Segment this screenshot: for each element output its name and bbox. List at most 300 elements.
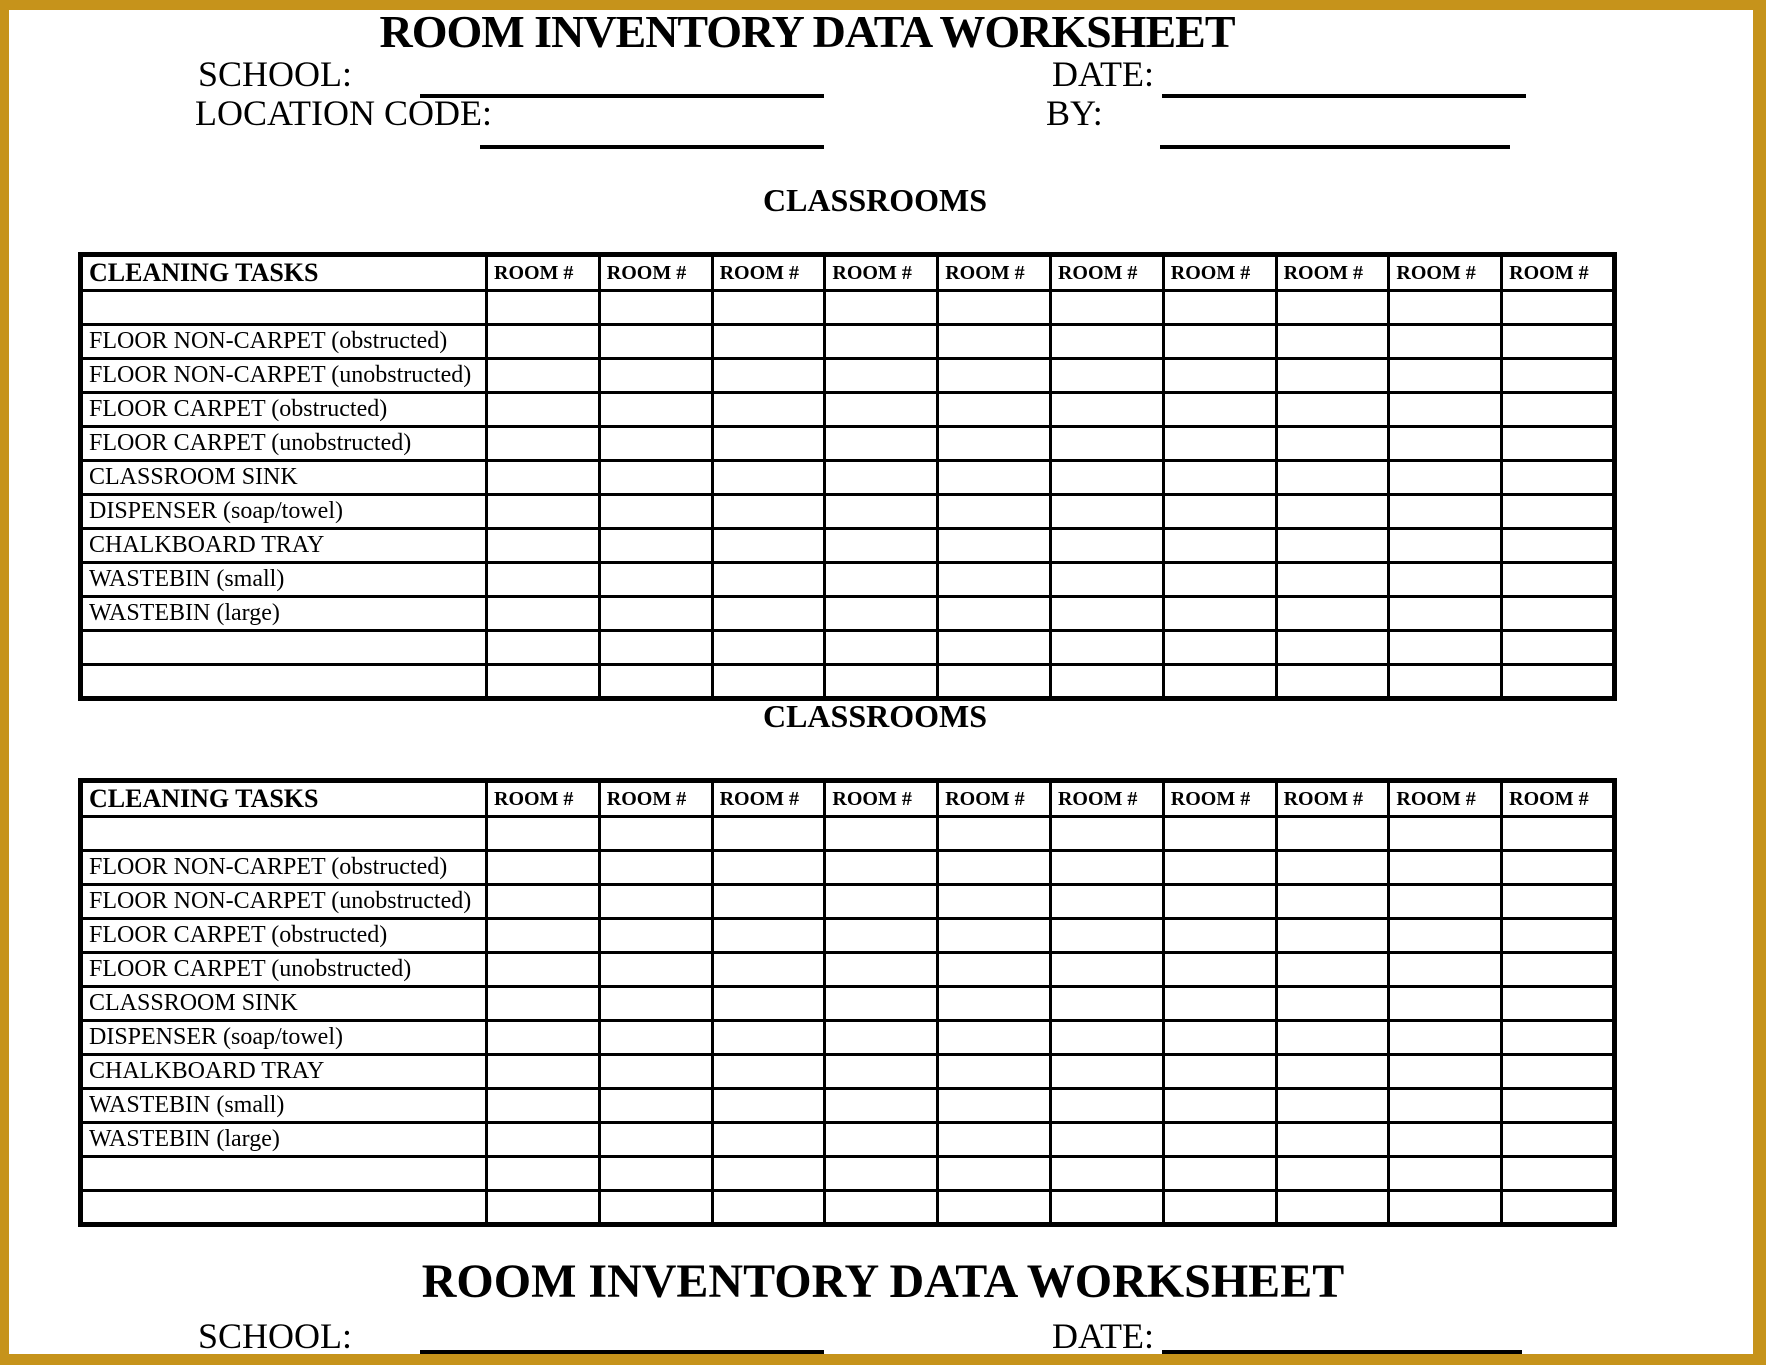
room-entry-cell (712, 1191, 825, 1225)
room-entry-cell (1050, 631, 1163, 665)
room-entry-cell (1389, 919, 1502, 953)
room-entry-cell (712, 665, 825, 699)
task-label-cell: CHALKBOARD TRAY (81, 529, 487, 563)
room-entry-cell (712, 529, 825, 563)
room-number-header: ROOM # (487, 781, 600, 817)
room-number-header: ROOM # (599, 781, 712, 817)
room-number-header: ROOM # (599, 255, 712, 291)
task-label-cell: FLOOR NON-CARPET (unobstructed) (81, 359, 487, 393)
room-entry-cell (1276, 529, 1389, 563)
room-entry-cell (1050, 1055, 1163, 1089)
room-entry-cell (1502, 817, 1615, 851)
room-entry-cell (825, 885, 938, 919)
room-entry-cell (599, 919, 712, 953)
room-entry-cell (599, 291, 712, 325)
room-number-header: ROOM # (1163, 255, 1276, 291)
room-entry-cell (1163, 631, 1276, 665)
room-entry-cell (825, 987, 938, 1021)
cleaning-tasks-header: CLEANING TASKS (81, 781, 487, 817)
room-entry-cell (938, 631, 1051, 665)
room-entry-cell (599, 885, 712, 919)
task-label-cell: DISPENSER (soap/towel) (81, 1021, 487, 1055)
empty-task-cell (81, 291, 487, 325)
room-entry-cell (1163, 1055, 1276, 1089)
room-entry-cell (938, 987, 1051, 1021)
room-entry-cell (599, 427, 712, 461)
room-entry-cell (599, 953, 712, 987)
room-entry-cell (712, 563, 825, 597)
room-entry-cell (1502, 461, 1615, 495)
room-entry-cell (599, 1089, 712, 1123)
room-entry-cell (487, 1157, 600, 1191)
room-entry-cell (1163, 529, 1276, 563)
room-entry-cell (1502, 291, 1615, 325)
room-entry-cell (1163, 987, 1276, 1021)
room-entry-cell (938, 291, 1051, 325)
room-entry-cell (1389, 885, 1502, 919)
room-entry-cell (1389, 291, 1502, 325)
room-entry-cell (825, 631, 938, 665)
room-entry-cell (825, 1191, 938, 1225)
room-entry-cell (1276, 665, 1389, 699)
room-entry-cell (1389, 1089, 1502, 1123)
table-header-row (81, 781, 1615, 817)
room-entry-cell (938, 851, 1051, 885)
room-entry-cell (1050, 1089, 1163, 1123)
task-label-cell: CLASSROOM SINK (81, 987, 487, 1021)
room-entry-cell (1389, 987, 1502, 1021)
room-entry-cell (712, 495, 825, 529)
room-entry-cell (1389, 495, 1502, 529)
room-entry-cell (938, 563, 1051, 597)
room-entry-cell (825, 291, 938, 325)
room-entry-cell (487, 631, 600, 665)
room-entry-cell (1163, 851, 1276, 885)
by-fill-line (1160, 145, 1510, 149)
room-entry-cell (712, 325, 825, 359)
room-entry-cell (938, 1055, 1051, 1089)
room-entry-cell (1502, 1191, 1615, 1225)
document-title-top: ROOM INVENTORY DATA WORKSHEET (379, 6, 1235, 57)
room-entry-cell (712, 1123, 825, 1157)
room-entry-cell (487, 851, 600, 885)
room-entry-cell (712, 885, 825, 919)
room-entry-cell (1502, 885, 1615, 919)
room-entry-cell (938, 359, 1051, 393)
room-entry-cell (487, 1191, 600, 1225)
room-entry-cell (1389, 393, 1502, 427)
room-entry-cell (712, 1021, 825, 1055)
room-entry-cell (938, 461, 1051, 495)
room-entry-cell (599, 631, 712, 665)
room-number-header: ROOM # (712, 255, 825, 291)
room-entry-cell (938, 817, 1051, 851)
table-row (81, 1123, 1615, 1157)
room-entry-cell (1163, 817, 1276, 851)
room-entry-cell (1050, 359, 1163, 393)
room-entry-cell (938, 325, 1051, 359)
school-fill-line-bottom (420, 1350, 824, 1354)
task-label-cell: FLOOR NON-CARPET (obstructed) (81, 851, 487, 885)
table-row (81, 359, 1615, 393)
room-entry-cell (712, 597, 825, 631)
table-row (81, 919, 1615, 953)
room-entry-cell (938, 953, 1051, 987)
room-entry-cell (599, 1157, 712, 1191)
table-row (81, 597, 1615, 631)
room-entry-cell (825, 851, 938, 885)
room-entry-cell (599, 1055, 712, 1089)
room-entry-cell (1276, 291, 1389, 325)
room-entry-cell (938, 1157, 1051, 1191)
room-entry-cell (1389, 359, 1502, 393)
room-entry-cell (1276, 1089, 1389, 1123)
room-entry-cell (1389, 563, 1502, 597)
room-entry-cell (599, 851, 712, 885)
room-entry-cell (599, 987, 712, 1021)
room-entry-cell (1502, 359, 1615, 393)
room-entry-cell (938, 427, 1051, 461)
room-entry-cell (1163, 597, 1276, 631)
task-label-cell: FLOOR NON-CARPET (unobstructed) (81, 885, 487, 919)
room-entry-cell (1050, 885, 1163, 919)
room-entry-cell (1050, 427, 1163, 461)
room-entry-cell (938, 1089, 1051, 1123)
room-entry-cell (1050, 529, 1163, 563)
room-entry-cell (1502, 563, 1615, 597)
task-label-cell: FLOOR NON-CARPET (obstructed) (81, 325, 487, 359)
room-entry-cell (825, 1157, 938, 1191)
room-entry-cell (1502, 665, 1615, 699)
room-entry-cell (599, 359, 712, 393)
room-entry-cell (487, 919, 600, 953)
date-label: DATE: (1052, 54, 1154, 94)
room-entry-cell (825, 1021, 938, 1055)
room-entry-cell (1050, 665, 1163, 699)
room-number-header: ROOM # (938, 255, 1051, 291)
room-number-header: ROOM # (825, 781, 938, 817)
empty-task-cell (81, 817, 487, 851)
room-entry-cell (938, 1191, 1051, 1225)
table-row (81, 1021, 1615, 1055)
room-entry-cell (825, 325, 938, 359)
task-label-cell: DISPENSER (soap/towel) (81, 495, 487, 529)
room-entry-cell (1163, 1123, 1276, 1157)
task-label-cell: WASTEBIN (large) (81, 1123, 487, 1157)
room-entry-cell (599, 817, 712, 851)
room-entry-cell (487, 597, 600, 631)
room-entry-cell (1276, 817, 1389, 851)
empty-task-cell (81, 1157, 487, 1191)
room-entry-cell (487, 291, 600, 325)
room-number-header: ROOM # (938, 781, 1051, 817)
task-label-cell: CLASSROOM SINK (81, 461, 487, 495)
table-row (81, 631, 1615, 665)
classrooms-table-1 (78, 252, 1617, 701)
location-code-fill-line (480, 145, 824, 149)
room-entry-cell (938, 495, 1051, 529)
document-title-bottom: ROOM INVENTORY DATA WORKSHEET (421, 1255, 1345, 1308)
room-number-header: ROOM # (1050, 781, 1163, 817)
room-entry-cell (1163, 1021, 1276, 1055)
room-entry-cell (1163, 461, 1276, 495)
room-entry-cell (1389, 1157, 1502, 1191)
room-number-header: ROOM # (712, 781, 825, 817)
room-entry-cell (1050, 987, 1163, 1021)
room-entry-cell (712, 1055, 825, 1089)
room-entry-cell (1502, 953, 1615, 987)
room-entry-cell (1163, 665, 1276, 699)
room-entry-cell (1050, 325, 1163, 359)
room-entry-cell (599, 1191, 712, 1225)
room-entry-cell (1502, 1157, 1615, 1191)
room-entry-cell (1389, 631, 1502, 665)
room-entry-cell (825, 1055, 938, 1089)
room-entry-cell (1050, 495, 1163, 529)
room-entry-cell (825, 427, 938, 461)
room-entry-cell (1163, 885, 1276, 919)
room-entry-cell (487, 1089, 600, 1123)
room-entry-cell (1163, 291, 1276, 325)
room-entry-cell (712, 953, 825, 987)
room-entry-cell (825, 953, 938, 987)
room-number-header: ROOM # (1502, 781, 1615, 817)
room-entry-cell (1050, 597, 1163, 631)
room-entry-cell (1502, 631, 1615, 665)
table-row (81, 291, 1615, 325)
room-entry-cell (1050, 1157, 1163, 1191)
room-entry-cell (712, 631, 825, 665)
room-entry-cell (712, 919, 825, 953)
room-number-header: ROOM # (1050, 255, 1163, 291)
room-entry-cell (599, 529, 712, 563)
room-entry-cell (1276, 427, 1389, 461)
room-entry-cell (1276, 461, 1389, 495)
task-label-cell: CHALKBOARD TRAY (81, 1055, 487, 1089)
room-entry-cell (1276, 1191, 1389, 1225)
room-entry-cell (1050, 851, 1163, 885)
room-entry-cell (1050, 1191, 1163, 1225)
room-entry-cell (1276, 563, 1389, 597)
room-entry-cell (1502, 597, 1615, 631)
room-entry-cell (1502, 1055, 1615, 1089)
table-row (81, 495, 1615, 529)
empty-task-cell (81, 665, 487, 699)
room-entry-cell (599, 665, 712, 699)
table-row (81, 987, 1615, 1021)
task-label-cell: WASTEBIN (small) (81, 1089, 487, 1123)
room-entry-cell (825, 495, 938, 529)
room-entry-cell (1276, 885, 1389, 919)
room-entry-cell (487, 817, 600, 851)
table-header-row (81, 255, 1615, 291)
table-row (81, 563, 1615, 597)
room-entry-cell (825, 1123, 938, 1157)
table-row (81, 885, 1615, 919)
room-entry-cell (1502, 1021, 1615, 1055)
room-entry-cell (487, 495, 600, 529)
room-entry-cell (938, 665, 1051, 699)
room-entry-cell (599, 461, 712, 495)
room-number-header: ROOM # (487, 255, 600, 291)
room-entry-cell (938, 529, 1051, 563)
room-entry-cell (487, 529, 600, 563)
room-entry-cell (712, 393, 825, 427)
room-entry-cell (487, 1055, 600, 1089)
room-entry-cell (1276, 919, 1389, 953)
room-entry-cell (487, 665, 600, 699)
room-entry-cell (599, 393, 712, 427)
room-entry-cell (938, 919, 1051, 953)
room-entry-cell (712, 817, 825, 851)
room-entry-cell (712, 1089, 825, 1123)
table-row (81, 953, 1615, 987)
room-entry-cell (1389, 665, 1502, 699)
room-entry-cell (1276, 325, 1389, 359)
table-row (81, 817, 1615, 851)
location-code-label: LOCATION CODE: (195, 93, 492, 133)
room-entry-cell (1276, 851, 1389, 885)
room-entry-cell (1163, 919, 1276, 953)
room-entry-cell (487, 1123, 600, 1157)
room-entry-cell (1050, 393, 1163, 427)
room-entry-cell (1502, 919, 1615, 953)
room-entry-cell (1389, 1123, 1502, 1157)
room-entry-cell (1502, 495, 1615, 529)
room-entry-cell (1276, 987, 1389, 1021)
section-heading-classrooms-2: CLASSROOMS (762, 698, 988, 734)
room-entry-cell (1050, 1123, 1163, 1157)
date-fill-line-bottom (1162, 1350, 1522, 1354)
table-row (81, 461, 1615, 495)
room-entry-cell (1163, 1157, 1276, 1191)
task-label-cell: WASTEBIN (small) (81, 563, 487, 597)
room-entry-cell (1276, 597, 1389, 631)
room-entry-cell (825, 919, 938, 953)
room-entry-cell (712, 1157, 825, 1191)
room-number-header: ROOM # (1389, 781, 1502, 817)
table-row (81, 1157, 1615, 1191)
room-entry-cell (599, 495, 712, 529)
room-entry-cell (938, 1123, 1051, 1157)
room-entry-cell (487, 461, 600, 495)
room-entry-cell (1050, 953, 1163, 987)
table-row (81, 427, 1615, 461)
by-label: BY: (1046, 93, 1103, 133)
room-entry-cell (1389, 325, 1502, 359)
room-number-header: ROOM # (1276, 255, 1389, 291)
empty-task-cell (81, 1191, 487, 1225)
room-entry-cell (1050, 291, 1163, 325)
room-entry-cell (1163, 495, 1276, 529)
room-entry-cell (1502, 1123, 1615, 1157)
table-row (81, 325, 1615, 359)
room-entry-cell (1050, 461, 1163, 495)
table-row (81, 1089, 1615, 1123)
room-entry-cell (1389, 1055, 1502, 1089)
room-entry-cell (599, 325, 712, 359)
room-entry-cell (825, 461, 938, 495)
room-number-header: ROOM # (825, 255, 938, 291)
room-number-header: ROOM # (1502, 255, 1615, 291)
room-entry-cell (1276, 1123, 1389, 1157)
room-entry-cell (599, 563, 712, 597)
room-entry-cell (1276, 359, 1389, 393)
room-entry-cell (825, 359, 938, 393)
room-entry-cell (825, 817, 938, 851)
room-entry-cell (1163, 563, 1276, 597)
room-entry-cell (1389, 1191, 1502, 1225)
room-entry-cell (712, 851, 825, 885)
room-entry-cell (487, 953, 600, 987)
room-entry-cell (825, 529, 938, 563)
room-entry-cell (1050, 919, 1163, 953)
room-entry-cell (712, 461, 825, 495)
room-entry-cell (1389, 529, 1502, 563)
room-entry-cell (599, 1123, 712, 1157)
room-entry-cell (825, 597, 938, 631)
table-row (81, 851, 1615, 885)
table-row (81, 1055, 1615, 1089)
room-entry-cell (938, 885, 1051, 919)
classrooms-table-2 (78, 778, 1617, 1227)
school-label: SCHOOL: (198, 54, 353, 94)
room-entry-cell (1502, 1089, 1615, 1123)
room-entry-cell (1050, 563, 1163, 597)
room-entry-cell (1502, 987, 1615, 1021)
cleaning-tasks-header: CLEANING TASKS (81, 255, 487, 291)
table-row (81, 665, 1615, 699)
room-entry-cell (487, 325, 600, 359)
room-entry-cell (1502, 851, 1615, 885)
room-entry-cell (1276, 631, 1389, 665)
room-entry-cell (487, 987, 600, 1021)
room-entry-cell (1276, 953, 1389, 987)
room-entry-cell (487, 885, 600, 919)
room-entry-cell (1502, 427, 1615, 461)
empty-task-cell (81, 631, 487, 665)
room-number-header: ROOM # (1389, 255, 1502, 291)
room-entry-cell (1502, 325, 1615, 359)
room-entry-cell (487, 1021, 600, 1055)
table-row (81, 393, 1615, 427)
room-entry-cell (938, 393, 1051, 427)
room-entry-cell (1050, 1021, 1163, 1055)
room-entry-cell (825, 1089, 938, 1123)
task-label-cell: FLOOR CARPET (obstructed) (81, 393, 487, 427)
room-entry-cell (712, 359, 825, 393)
room-entry-cell (1276, 393, 1389, 427)
room-entry-cell (712, 427, 825, 461)
room-entry-cell (1502, 393, 1615, 427)
room-entry-cell (1276, 1021, 1389, 1055)
task-label-cell: FLOOR CARPET (unobstructed) (81, 953, 487, 987)
table-row (81, 529, 1615, 563)
room-entry-cell (1163, 325, 1276, 359)
room-entry-cell (1163, 427, 1276, 461)
room-entry-cell (1389, 1021, 1502, 1055)
room-entry-cell (712, 291, 825, 325)
room-entry-cell (825, 393, 938, 427)
room-entry-cell (1163, 1089, 1276, 1123)
room-entry-cell (938, 597, 1051, 631)
room-entry-cell (1163, 953, 1276, 987)
task-label-cell: WASTEBIN (large) (81, 597, 487, 631)
room-entry-cell (825, 665, 938, 699)
room-entry-cell (1389, 851, 1502, 885)
room-entry-cell (1389, 817, 1502, 851)
room-entry-cell (1276, 1055, 1389, 1089)
